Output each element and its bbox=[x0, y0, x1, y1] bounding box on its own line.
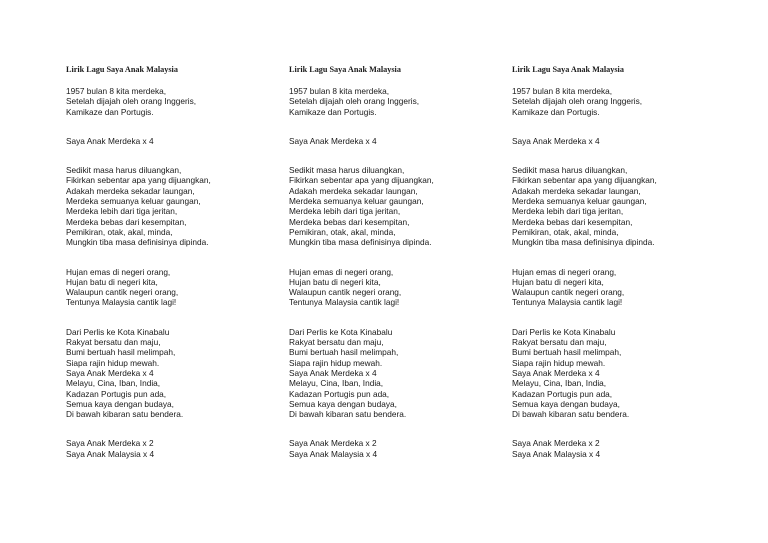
lyric-line: 1957 bulan 8 kita merdeka, bbox=[66, 86, 167, 96]
lyric-line: Melayu, Cina, Iban, India, bbox=[66, 378, 161, 389]
lyric-line: Siapa rajin hidup mewah. bbox=[289, 357, 383, 368]
lyric-line: Walaupun cantik negeri orang, bbox=[512, 287, 625, 298]
lyric-line: Hujan emas di negeri orang, bbox=[289, 266, 394, 277]
lyric-line: Sedikit masa harus diluangkan, bbox=[512, 165, 628, 176]
lyric-line: Semua kaya dengan budaya, bbox=[289, 398, 397, 409]
lyrics-column-3 bbox=[512, 63, 737, 459]
lyric-line: Bumi bertuah hasil melimpah, bbox=[289, 347, 399, 358]
lyric-line: Saya Anak Malaysia x 4 bbox=[289, 448, 378, 459]
stanza-5 bbox=[289, 327, 514, 420]
lyric-line: Saya Anak Merdeka x 2 bbox=[289, 438, 377, 449]
lyric-line: Merdeka bebas dari kesempitan, bbox=[289, 216, 410, 227]
lyric-line: Semua kaya dengan budaya, bbox=[512, 398, 620, 409]
stanza-1 bbox=[289, 86, 514, 117]
lyrics-column-1 bbox=[66, 63, 291, 459]
lyric-line: Kadazan Portugis pun ada, bbox=[512, 388, 613, 399]
lyric-line: Setelah dijajah oleh orang Inggeris, bbox=[512, 96, 643, 107]
lyric-line: Kadazan Portugis pun ada, bbox=[66, 388, 167, 399]
document-title: Lirik Lagu Saya Anak Malaysia bbox=[66, 65, 178, 74]
lyric-line: Saya Anak Merdeka x 4 bbox=[289, 367, 377, 378]
lyric-line: Walaupun cantik negeri orang, bbox=[289, 287, 402, 298]
lyric-line: Setelah dijajah oleh orang Inggeris, bbox=[289, 96, 420, 107]
stanza-4 bbox=[66, 267, 291, 308]
lyric-line: Saya Anak Merdeka x 4 bbox=[66, 367, 154, 378]
stanza-2 bbox=[289, 136, 514, 146]
lyric-line: Di bawah kibaran satu bendera. bbox=[66, 409, 184, 420]
stanza-3 bbox=[289, 165, 514, 247]
lyric-line: Dari Perlis ke Kota Kinabalu bbox=[66, 326, 170, 337]
lyric-line: Fikirkan sebentar apa yang dijuangkan, bbox=[289, 175, 434, 186]
stanza-1 bbox=[512, 86, 737, 117]
lyric-line: Pemikiran, otak, akal, minda, bbox=[512, 226, 619, 237]
lyric-line: Rakyat bersatu dan maju, bbox=[512, 337, 607, 348]
lyric-line: Fikirkan sebentar apa yang dijuangkan, bbox=[512, 175, 657, 186]
document-title: Lirik Lagu Saya Anak Malaysia bbox=[512, 65, 624, 74]
lyric-line: Dari Perlis ke Kota Kinabalu bbox=[512, 326, 616, 337]
lyric-line: Saya Anak Merdeka x 4 bbox=[512, 367, 600, 378]
lyric-line: Merdeka lebih dari tiga jeritan, bbox=[512, 206, 624, 217]
lyric-line: Merdeka bebas dari kesempitan, bbox=[512, 216, 633, 227]
stanza-3 bbox=[512, 165, 737, 247]
lyric-line: Bumi bertuah hasil melimpah, bbox=[66, 347, 176, 358]
stanza-6 bbox=[512, 438, 737, 459]
lyric-line: Tentunya Malaysia cantik lagi! bbox=[66, 297, 177, 308]
lyric-line: Semua kaya dengan budaya, bbox=[66, 398, 174, 409]
lyric-line: Setelah dijajah oleh orang Inggeris, bbox=[66, 96, 197, 107]
lyric-line: Saya Anak Malaysia x 4 bbox=[512, 448, 601, 459]
lyric-line: Melayu, Cina, Iban, India, bbox=[512, 378, 607, 389]
lyric-line: Melayu, Cina, Iban, India, bbox=[289, 378, 384, 389]
lyric-line: Rakyat bersatu dan maju, bbox=[289, 337, 384, 348]
lyric-line: Mungkin tiba masa definisinya dipinda. bbox=[512, 237, 655, 248]
lyric-line: Merdeka bebas dari kesempitan, bbox=[66, 216, 187, 227]
document-title: Lirik Lagu Saya Anak Malaysia bbox=[289, 65, 401, 74]
lyric-line: Merdeka lebih dari tiga jeritan, bbox=[289, 206, 401, 217]
stanza-5 bbox=[66, 327, 291, 420]
lyric-line: Adakah merdeka sekadar laungan, bbox=[512, 185, 641, 196]
lyric-line: Pemikiran, otak, akal, minda, bbox=[66, 226, 173, 237]
lyric-line: Mungkin tiba masa definisinya dipinda. bbox=[66, 237, 209, 248]
lyric-line: Fikirkan sebentar apa yang dijuangkan, bbox=[66, 175, 211, 186]
lyric-line: Saya Anak Merdeka x 4 bbox=[289, 135, 377, 146]
lyric-line: Di bawah kibaran satu bendera. bbox=[289, 409, 407, 420]
lyric-line: Dari Perlis ke Kota Kinabalu bbox=[289, 326, 393, 337]
lyric-line: Merdeka semuanya keluar gaungan, bbox=[512, 196, 647, 207]
lyric-line: Saya Anak Merdeka x 2 bbox=[512, 438, 600, 449]
lyrics-column-2 bbox=[289, 63, 514, 459]
lyric-line: Hujan batu di negeri kita, bbox=[66, 276, 158, 287]
lyric-line: 1957 bulan 8 kita merdeka, bbox=[289, 86, 390, 96]
lyric-line: Saya Anak Merdeka x 2 bbox=[66, 438, 154, 449]
stanza-4 bbox=[289, 267, 514, 308]
lyric-line: Bumi bertuah hasil melimpah, bbox=[512, 347, 622, 358]
lyric-line: Saya Anak Malaysia x 4 bbox=[66, 448, 155, 459]
lyric-line: Saya Anak Merdeka x 4 bbox=[66, 135, 154, 146]
lyric-line: Merdeka semuanya keluar gaungan, bbox=[289, 196, 424, 207]
lyric-line: Walaupun cantik negeri orang, bbox=[66, 287, 179, 298]
lyric-line: Kamikaze dan Portugis. bbox=[66, 106, 154, 117]
stanza-6 bbox=[289, 438, 514, 459]
lyric-line: Hujan batu di negeri kita, bbox=[512, 276, 604, 287]
lyric-line: Saya Anak Merdeka x 4 bbox=[512, 135, 600, 146]
lyric-line: Di bawah kibaran satu bendera. bbox=[512, 409, 630, 420]
lyric-line: Kamikaze dan Portugis. bbox=[512, 106, 600, 117]
lyric-line: Mungkin tiba masa definisinya dipinda. bbox=[289, 237, 432, 248]
lyric-line: Sedikit masa harus diluangkan, bbox=[289, 165, 405, 176]
lyric-line: Tentunya Malaysia cantik lagi! bbox=[289, 297, 400, 308]
lyric-line: Merdeka lebih dari tiga jeritan, bbox=[66, 206, 178, 217]
lyric-line: Merdeka semuanya keluar gaungan, bbox=[66, 196, 201, 207]
lyric-line: Hujan emas di negeri orang, bbox=[512, 266, 617, 277]
lyric-line: Sedikit masa harus diluangkan, bbox=[66, 165, 182, 176]
stanza-3 bbox=[66, 165, 291, 247]
stanza-2 bbox=[512, 136, 737, 146]
lyric-line: Pemikiran, otak, akal, minda, bbox=[289, 226, 396, 237]
lyric-line: Adakah merdeka sekadar laungan, bbox=[66, 185, 195, 196]
stanza-2 bbox=[66, 136, 291, 146]
stanza-6 bbox=[66, 438, 291, 459]
lyric-line: Rakyat bersatu dan maju, bbox=[66, 337, 161, 348]
lyric-line: Kadazan Portugis pun ada, bbox=[289, 388, 390, 399]
lyric-line: Hujan batu di negeri kita, bbox=[289, 276, 381, 287]
lyric-line: 1957 bulan 8 kita merdeka, bbox=[512, 86, 613, 96]
stanza-5 bbox=[512, 327, 737, 420]
lyric-line: Adakah merdeka sekadar laungan, bbox=[289, 185, 418, 196]
lyric-line: Hujan emas di negeri orang, bbox=[66, 266, 171, 277]
lyric-line: Siapa rajin hidup mewah. bbox=[66, 357, 160, 368]
lyric-line: Kamikaze dan Portugis. bbox=[289, 106, 377, 117]
lyric-line: Siapa rajin hidup mewah. bbox=[512, 357, 606, 368]
stanza-4 bbox=[512, 267, 737, 308]
lyric-line: Tentunya Malaysia cantik lagi! bbox=[512, 297, 623, 308]
stanza-1 bbox=[66, 86, 291, 117]
